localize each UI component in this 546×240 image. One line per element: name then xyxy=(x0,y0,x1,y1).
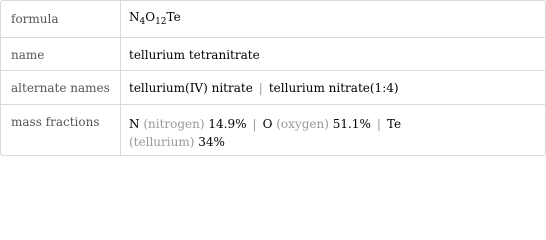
element-percent: 51.1% xyxy=(332,117,371,131)
element-name: (tellurium) xyxy=(129,135,195,149)
formula-label: formula xyxy=(11,12,59,26)
formula-te: Te xyxy=(166,10,181,24)
row-name xyxy=(1,37,545,71)
alternate-names-value xyxy=(129,81,399,95)
row-alternate-names xyxy=(1,70,545,105)
alternate-name: tellurium nitrate(1:4) xyxy=(268,81,399,95)
separator: | xyxy=(376,117,381,131)
mass-fractions-value xyxy=(129,115,401,151)
alternate-names-label: alternate names xyxy=(11,81,110,95)
alternate-name: tellurium(IV) nitrate xyxy=(129,81,253,95)
mass-fractions-line-1 xyxy=(129,115,401,133)
row-mass-fractions xyxy=(1,104,545,156)
name-value: tellurium tetranitrate xyxy=(129,48,260,62)
separator: | xyxy=(258,81,263,95)
element-symbol: O xyxy=(262,117,273,131)
formula-n: N xyxy=(129,10,140,24)
formula-n-count: 4 xyxy=(139,17,146,27)
name-label: name xyxy=(11,48,45,62)
element-symbol: Te xyxy=(386,117,402,131)
formula-value xyxy=(129,10,181,27)
element-name: (nitrogen) xyxy=(143,117,205,131)
element-percent: 14.9% xyxy=(208,117,247,131)
element-percent: 34% xyxy=(198,135,225,149)
element-name: (oxygen) xyxy=(276,117,329,131)
mass-fractions-label: mass fractions xyxy=(11,115,100,129)
formula-o: O xyxy=(145,10,156,24)
element-symbol: N xyxy=(129,117,140,131)
formula-o-count: 12 xyxy=(155,17,167,27)
separator: | xyxy=(252,117,257,131)
row-formula xyxy=(1,1,545,37)
mass-fractions-line-2 xyxy=(129,133,401,151)
